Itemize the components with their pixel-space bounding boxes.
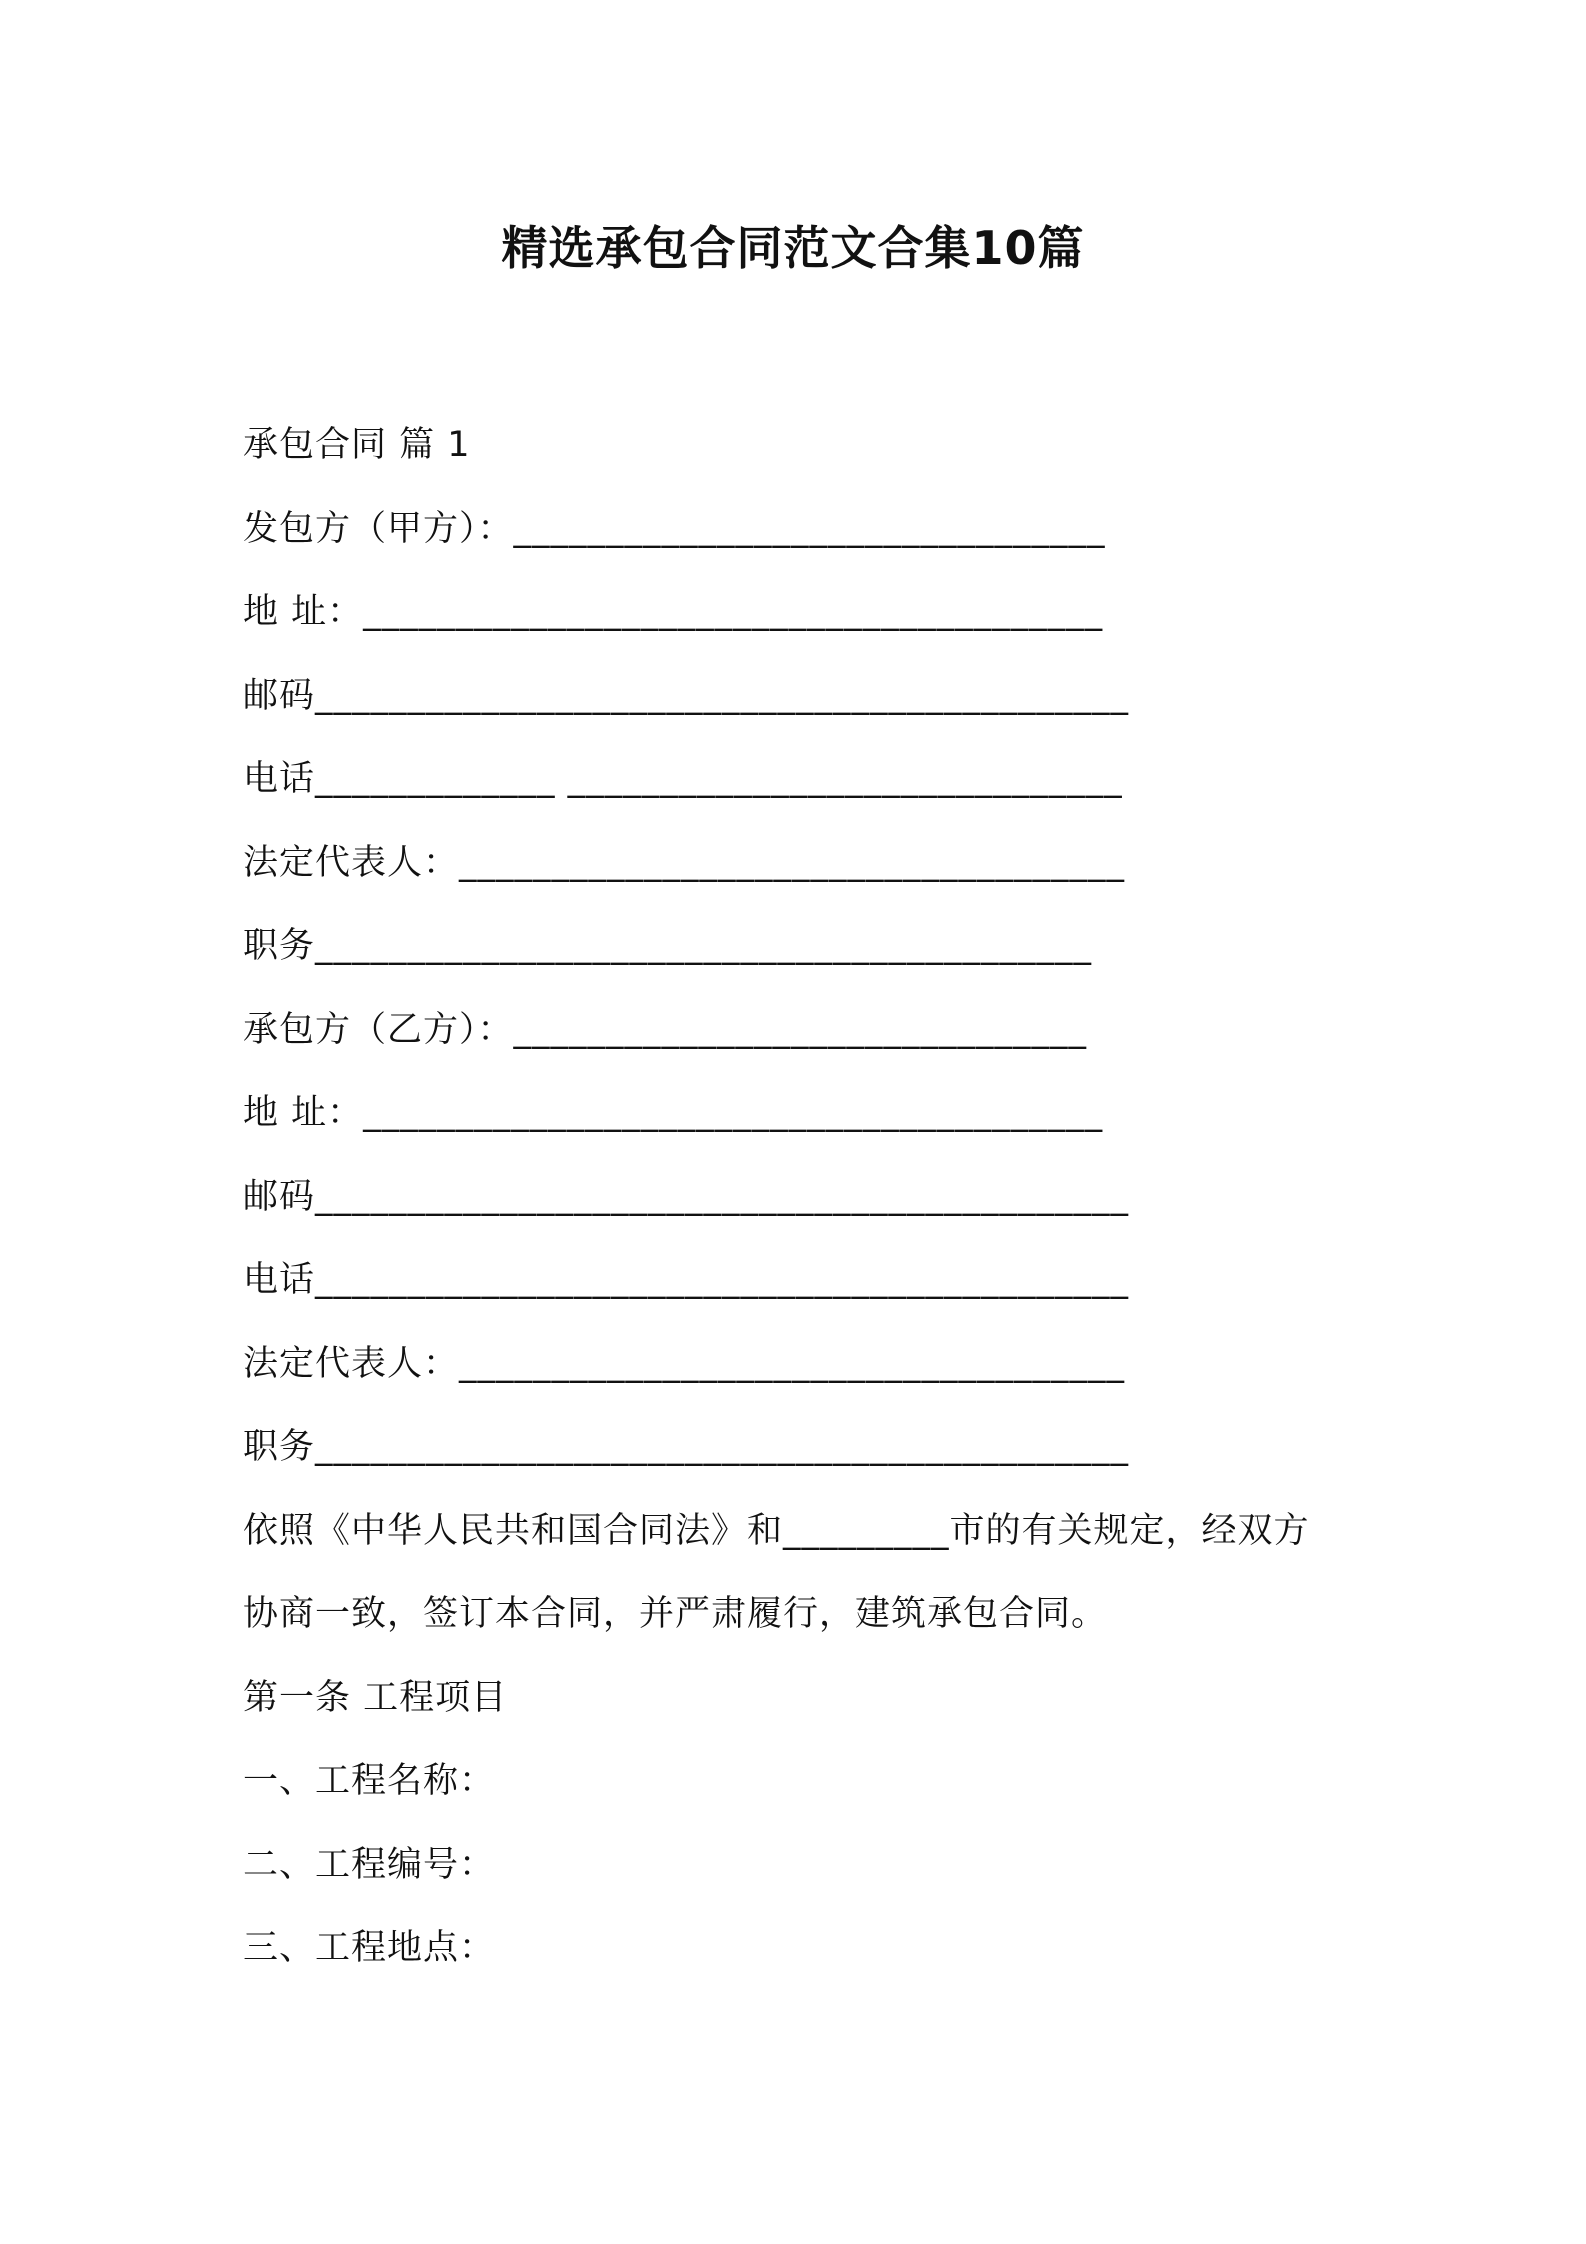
party-a-legal-rep-field: 法定代表人：____________________________________ <box>243 842 1126 883</box>
article-heading: 第一条 工程项目 <box>243 1677 508 1718</box>
project-location-item: 三、工程地点： <box>243 1928 496 1968</box>
party-a-field: 发包方（甲方）：________________________________ <box>243 508 1106 549</box>
party-b-field: 承包方（乙方）：_______________________________ <box>243 1009 1088 1050</box>
document-title: 精选承包合同范文合集10篇 <box>501 221 1085 275</box>
section-heading: 承包合同 篇 1 <box>243 425 471 465</box>
party-a-postcode-field: 邮码____________________________________________ <box>243 675 1130 716</box>
preamble-line-2: 协商一致，签订本合同，并严肃履行，建筑承包合同。 <box>243 1594 1108 1634</box>
party-b-position-field: 职务____________________________________________ <box>243 1427 1130 1467</box>
project-name-item: 一、工程名称： <box>243 1761 496 1801</box>
party-b-phone-field: 电话____________________________________________ <box>243 1260 1130 1300</box>
party-a-position-field: 职务__________________________________________ <box>243 926 1093 966</box>
party-b-postcode-field: 邮码____________________________________________ <box>243 1176 1130 1217</box>
party-a-address-field: 地 址：________________________________________ <box>243 592 1104 632</box>
project-number-item: 二、工程编号： <box>243 1844 496 1885</box>
party-a-phone-field: 电话_____________ ______________________________ <box>243 759 1123 799</box>
party-b-address-field: 地 址：________________________________________ <box>243 1093 1104 1133</box>
document-body <box>243 404 1363 1991</box>
preamble-line-1: 依照《中华人民共和国合同法》和_________市的有关规定，经双方 <box>243 1510 1310 1551</box>
party-b-legal-rep-field: 法定代表人：____________________________________ <box>243 1343 1126 1384</box>
